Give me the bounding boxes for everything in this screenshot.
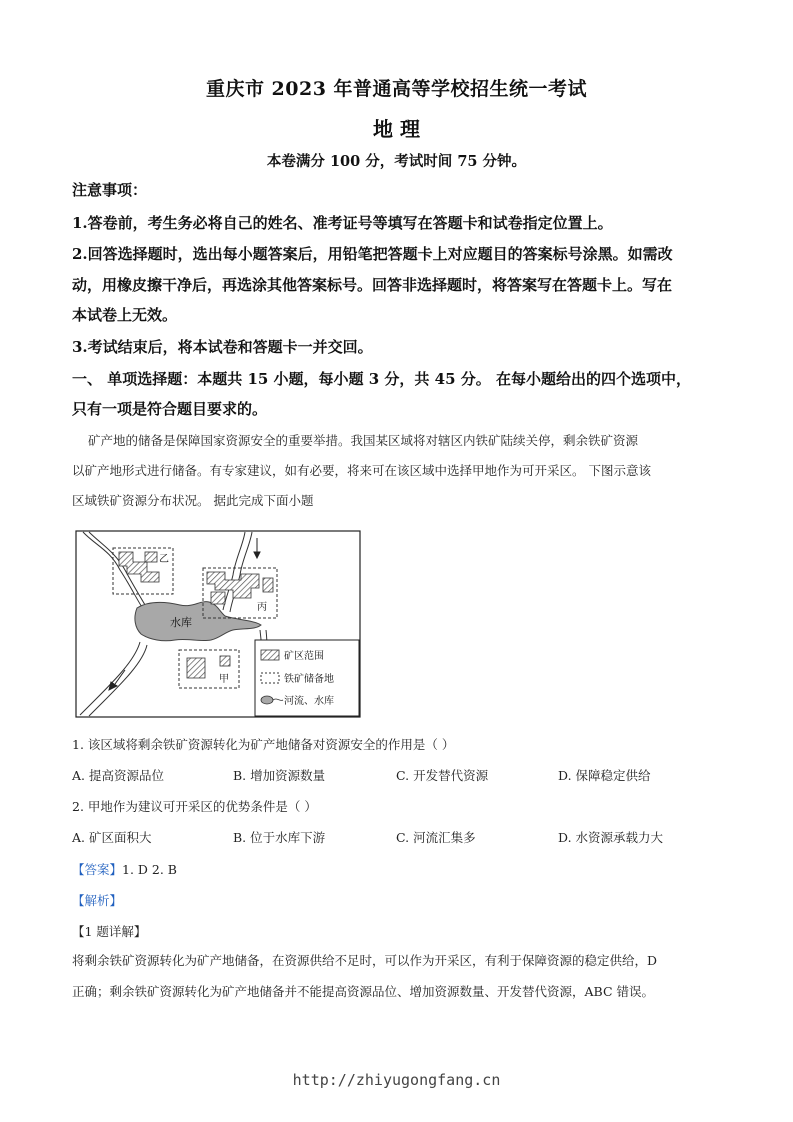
iron-ore-distribution-map <box>75 530 361 718</box>
reservoir-label: 水库 <box>170 616 192 629</box>
detail-line-2: 正确；剩余铁矿资源转化为矿产地储备并不能提高资源品位、增加资源数量、开发替代资源，ABC 错误。 <box>72 984 654 999</box>
label-yi: 乙 <box>159 554 169 565</box>
question-1-option-b: B. 增加资源数量 <box>233 768 326 783</box>
legend-mine-label: 矿区范围 <box>284 651 324 662</box>
legend-reserve-label: 铁矿储备地 <box>284 674 334 685</box>
detail-tag: 【1 题详解】 <box>72 924 147 939</box>
answer-line <box>72 860 177 878</box>
question-2-option-c: C. 河流汇集多 <box>396 830 476 845</box>
legend-river-swatch <box>261 696 273 704</box>
question-1-option-d: D. 保障稳定供给 <box>558 768 651 783</box>
passage-line-1: 矿产地的储备是保障国家资源安全的重要举措。我国某区域将对辖区内铁矿陆续关停，剩余铁矿资源 <box>88 433 639 448</box>
passage-line-3: 区域铁矿资源分布状况。 据此完成下面小题 <box>72 493 314 508</box>
exam-info: 本卷满分 100 分，考试时间 75 分钟。 <box>266 153 527 170</box>
legend-river-label: 河流、水库 <box>284 696 334 707</box>
section-heading-line-1: 一、 单项选择题：本题共 15 小题，每小题 3 分，共 45 分。 在每小题给出的四个选项中， <box>72 370 691 388</box>
question-2-option-d: D. 水资源承载力大 <box>558 830 664 845</box>
answer-tag: 【答案】 <box>72 862 123 877</box>
label-jia: 甲 <box>219 674 229 685</box>
question-2: 2. 甲地作为建议可开采区的优势条件是（ ） <box>72 799 317 814</box>
notice-item-2-line-2: 动，用橡皮擦干净后，再选涂其他答案标号。回答非选择题时，将答案写在答题卡上。写在 <box>72 276 673 294</box>
question-2-option-a: A. 矿区面积大 <box>72 830 152 845</box>
legend-mine-swatch <box>261 650 279 660</box>
detail-line-1: 将剩余铁矿资源转化为矿产地储备，在资源供给不足时，可以作为开采区，有利于保障资源的稳定供给，D <box>72 953 658 968</box>
answer-value: 1. D 2. B <box>122 862 177 877</box>
label-bing: 丙 <box>257 602 267 613</box>
question-1-option-c: C. 开发替代资源 <box>396 768 489 783</box>
subject-title: 地 理 <box>373 117 420 141</box>
passage-line-2: 以矿产地形式进行储备。有专家建议，如有必要，将来可在该区域中选择甲地作为可开采区。 下图示意该 <box>72 463 651 478</box>
question-2-option-b: B. 位于水库下游 <box>233 830 326 845</box>
exam-title: 重庆市 2023 年普通高等学校招生统一考试 <box>205 78 588 100</box>
section-heading-line-2: 只有一项是符合题目要求的。 <box>72 400 268 418</box>
footer-url[interactable]: http://zhiyugongfang.cn <box>292 1071 501 1089</box>
notice-item-2-line-3: 本试卷上无效。 <box>72 306 178 324</box>
notice-heading: 注意事项： <box>72 181 148 199</box>
question-1-option-a: A. 提高资源品位 <box>72 768 164 783</box>
notice-item-3: 3.考试结束后，将本试卷和答题卡一并交回。 <box>72 338 373 356</box>
analysis-tag: 【解析】 <box>72 893 123 908</box>
question-1: 1. 该区域将剩余铁矿资源转化为矿产地储备对资源安全的作用是（ ） <box>72 737 455 752</box>
notice-item-1: 1.答卷前，考生务必将自己的姓名、准考证号等填写在答题卡和试卷指定位置上。 <box>72 214 613 232</box>
mine-area-jia <box>187 658 205 678</box>
notice-item-2-line-1: 2.回答选择题时，选出每小题答案后，用铅笔把答题卡上对应题目的答案标号涂黑。如需改 <box>72 245 673 263</box>
